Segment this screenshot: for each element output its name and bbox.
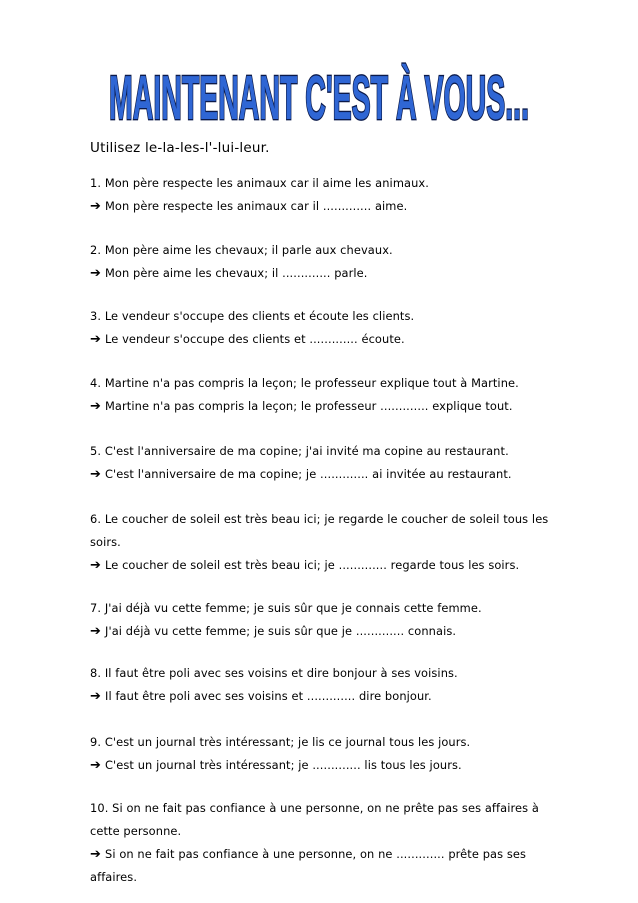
answer-line	[90, 754, 560, 777]
exercise-sentence	[90, 662, 560, 685]
answer-sentence: J'ai déjà vu cette femme; je suis sûr que je ............. connais.	[105, 624, 457, 638]
original-sentence: C'est l'anniversaire de ma copine; j'ai invité ma copine au restaurant.	[104, 444, 509, 458]
answer-sentence: Si on ne fait pas confiance à une personne, on ne ............. prête pas ses affaires.	[90, 847, 527, 884]
exercise-2	[90, 239, 560, 285]
exercise-number: 5.	[90, 444, 102, 458]
right-arrow-icon: ➔	[90, 624, 101, 639]
exercise-number: 8.	[90, 666, 102, 680]
right-arrow-icon: ➔	[90, 847, 101, 862]
exercise-5	[90, 440, 560, 486]
original-sentence: Le vendeur s'occupe des clients et écoute les clients.	[104, 309, 415, 323]
right-arrow-icon: ➔	[90, 467, 101, 482]
exercise-number: 2.	[90, 243, 102, 257]
right-arrow-icon: ➔	[90, 558, 101, 573]
exercise-sentence	[90, 172, 560, 195]
exercise-sentence	[90, 597, 560, 620]
original-sentence: Mon père respecte les animaux car il aime les animaux.	[104, 176, 429, 190]
original-sentence: Mon père aime les chevaux; il parle aux chevaux.	[104, 243, 393, 257]
exercise-10	[90, 797, 560, 889]
exercise-sentence	[90, 239, 560, 262]
right-arrow-icon: ➔	[90, 758, 101, 773]
instructions: Utilisez le-la-les-l'-lui-leur.	[90, 140, 270, 156]
answer-sentence: Il faut être poli avec ses voisins et ............. dire bonjour.	[105, 689, 432, 703]
exercise-number: 3.	[90, 309, 102, 323]
exercise-4	[90, 372, 560, 418]
answer-line	[90, 195, 560, 218]
answer-line	[90, 843, 560, 889]
exercise-number: 1.	[90, 176, 102, 190]
exercise-number: 7.	[90, 601, 102, 615]
answer-line	[90, 328, 560, 351]
exercise-sentence	[90, 372, 560, 395]
answer-line	[90, 685, 560, 708]
exercise-number: 9.	[90, 735, 102, 749]
exercise-sentence	[90, 797, 560, 843]
original-sentence: Martine n'a pas compris la leçon; le professeur explique tout à Martine.	[104, 376, 519, 390]
original-sentence: Le coucher de soleil est très beau ici; je regarde le coucher de soleil tous les soirs.	[90, 512, 549, 549]
answer-sentence: C'est l'anniversaire de ma copine; je ............. ai invitée au restaurant.	[105, 467, 512, 481]
exercise-sentence	[90, 508, 560, 554]
exercise-sentence	[90, 305, 560, 328]
original-sentence: J'ai déjà vu cette femme; je suis sûr que je connais cette femme.	[104, 601, 482, 615]
answer-sentence: Le coucher de soleil est très beau ici; je ............. regarde tous les soirs.	[105, 558, 520, 572]
original-sentence: Il faut être poli avec ses voisins et dire bonjour à ses voisins.	[104, 666, 458, 680]
right-arrow-icon: ➔	[90, 266, 101, 281]
exercise-7	[90, 597, 560, 643]
exercise-8	[90, 662, 560, 708]
exercise-number: 4.	[90, 376, 102, 390]
exercise-sentence	[90, 440, 560, 463]
exercise-number: 10.	[90, 801, 109, 815]
answer-sentence: C'est un journal très intéressant; je ............. lis tous les jours.	[105, 758, 462, 772]
answer-line	[90, 463, 560, 486]
answer-line	[90, 554, 560, 577]
answer-sentence: Le vendeur s'occupe des clients et ............. écoute.	[105, 332, 405, 346]
answer-line	[90, 620, 560, 643]
original-sentence: C'est un journal très intéressant; je lis ce journal tous les jours.	[104, 735, 471, 749]
page-title-text: MAINTENANT C'EST À VOUS...	[108, 62, 529, 133]
exercise-6	[90, 508, 560, 577]
answer-line	[90, 262, 560, 285]
right-arrow-icon: ➔	[90, 399, 101, 414]
answer-sentence: Martine n'a pas compris la leçon; le professeur ............. explique tout.	[105, 399, 513, 413]
exercise-1	[90, 172, 560, 218]
right-arrow-icon: ➔	[90, 199, 101, 214]
page-title	[104, 54, 534, 134]
right-arrow-icon: ➔	[90, 689, 101, 704]
original-sentence: Si on ne fait pas confiance à une personne, on ne prête pas ses affaires à cette personne.	[90, 801, 539, 838]
answer-sentence: Mon père aime les chevaux; il ............. parle.	[105, 266, 368, 280]
exercise-sentence	[90, 731, 560, 754]
answer-sentence: Mon père respecte les animaux car il ............. aime.	[105, 199, 408, 213]
exercise-9	[90, 731, 560, 777]
right-arrow-icon: ➔	[90, 332, 101, 347]
exercise-number: 6.	[90, 512, 102, 526]
answer-line	[90, 395, 560, 418]
exercise-3	[90, 305, 560, 351]
